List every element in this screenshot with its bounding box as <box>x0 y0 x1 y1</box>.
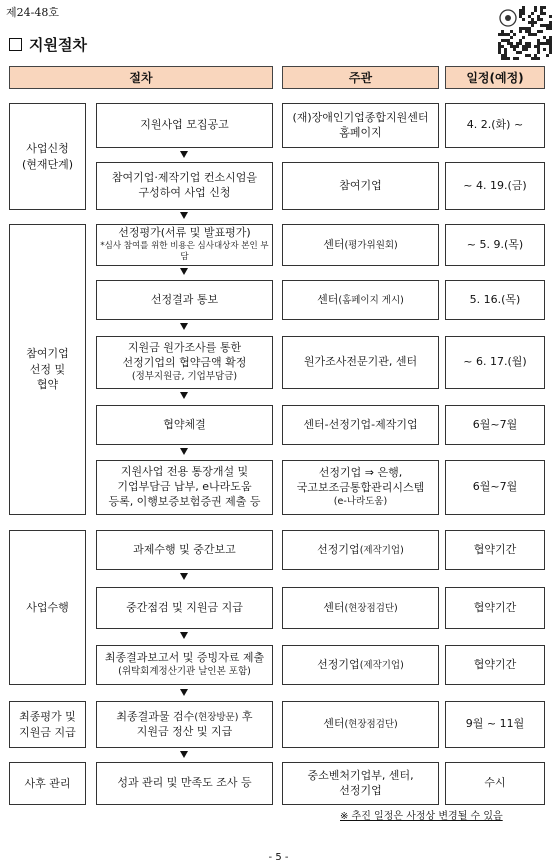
row-1-organizer: 참여기업 <box>282 162 439 210</box>
row-11-organizer: 중소벤처기업부, 센터, 선정기업 <box>282 762 439 805</box>
row-4-schedule: ~ 6. 17.(월) <box>445 336 545 389</box>
down-arrow-icon <box>180 323 188 330</box>
row-11-schedule: 수시 <box>445 762 545 805</box>
stage-application: 사업신청 (현재단계) <box>9 103 86 210</box>
section-title-text: 지원절차 <box>29 36 87 54</box>
header-procedure: 절차 <box>9 66 273 89</box>
row-3-organizer: 센터(홈페이지 게시) <box>282 280 439 320</box>
down-arrow-icon <box>180 212 188 219</box>
row-9-schedule: 협약기간 <box>445 645 545 685</box>
down-arrow-icon <box>180 392 188 399</box>
row-10-procedure: 최종결과물 검수(현장방문) 후 지원금 정산 및 지급 <box>96 701 273 748</box>
section-title <box>9 34 87 55</box>
document-number: 제24-48호 <box>6 6 59 19</box>
row-0-procedure: 지원사업 모집공고 <box>96 103 273 148</box>
row-0-schedule: 4. 2.(화) ~ <box>445 103 545 148</box>
row-5-organizer: 센터-선정기업-제작기업 <box>282 405 439 445</box>
row-10-organizer: 센터(현장점검단) <box>282 701 439 748</box>
row-7-organizer: 선정기업(제작기업) <box>282 530 439 570</box>
row-6-organizer: 선정기업 ⇒ 은행, 국고보조금통합관리시스템 (e-나라도움) <box>282 460 439 515</box>
stage-post: 사후 관리 <box>9 762 86 805</box>
down-arrow-icon <box>180 448 188 455</box>
header-organizer: 주관 <box>282 66 439 89</box>
row-0-organizer: (재)장애인기업종합지원센터 홈페이지 <box>282 103 439 148</box>
row-1-procedure: 참여기업·제작기업 컨소시엄을 구성하여 사업 신청 <box>96 162 273 210</box>
row-8-organizer: 센터(현장점검단) <box>282 587 439 629</box>
row-7-schedule: 협약기간 <box>445 530 545 570</box>
row-9-organizer: 선정기업(제작기업) <box>282 645 439 685</box>
schedule-note: ※ 추진 일정은 사정상 변경될 수 있음 <box>340 811 503 822</box>
row-6-schedule: 6월~7월 <box>445 460 545 515</box>
down-arrow-icon <box>180 573 188 580</box>
row-8-procedure: 중간점검 및 지원금 지급 <box>96 587 273 629</box>
checkbox-icon <box>9 38 22 51</box>
down-arrow-icon <box>180 689 188 696</box>
row-7-procedure: 과제수행 및 중간보고 <box>96 530 273 570</box>
page-number: - 5 - <box>268 852 289 863</box>
row-8-schedule: 협약기간 <box>445 587 545 629</box>
down-arrow-icon <box>180 151 188 158</box>
row-3-procedure: 선정결과 통보 <box>96 280 273 320</box>
row-2-organizer: 센터(평가위원회) <box>282 224 439 266</box>
row-2-procedure: 선정평가(서류 및 발표평가) *심사 참여를 위한 비용은 심사대상자 본인 부담 <box>96 224 273 266</box>
row-1-schedule: ~ 4. 19.(금) <box>445 162 545 210</box>
row-9-procedure: 최종결과보고서 및 증빙자료 제출 (위탁회계정산기관 날인본 포함) <box>96 645 273 685</box>
stage-participation: 참여기업 선정 및 협약 <box>9 224 86 515</box>
stage-final: 최종평가 및 지원금 지급 <box>9 701 86 748</box>
row-11-procedure: 성과 관리 및 만족도 조사 등 <box>96 762 273 805</box>
row-4-organizer: 원가조사전문기관, 센터 <box>282 336 439 389</box>
header-schedule: 일정(예정) <box>445 66 545 89</box>
row-4-procedure: 지원금 원가조사를 통한 선정기업의 협약금액 확정 (정부지원금, 기업부담금) <box>96 336 273 389</box>
down-arrow-icon <box>180 751 188 758</box>
qr-code-icon <box>498 6 552 60</box>
row-3-schedule: 5. 16.(목) <box>445 280 545 320</box>
row-2-schedule: ~ 5. 9.(목) <box>445 224 545 266</box>
down-arrow-icon <box>180 268 188 275</box>
down-arrow-icon <box>180 632 188 639</box>
row-5-procedure: 협약체결 <box>96 405 273 445</box>
stage-execution: 사업수행 <box>9 530 86 685</box>
row-10-schedule: 9월 ~ 11월 <box>445 701 545 748</box>
row-5-schedule: 6월~7월 <box>445 405 545 445</box>
row-6-procedure: 지원사업 전용 통장개설 및 기업부담금 납부, e나라도움 등록, 이행보증보험증권 제출 등 <box>96 460 273 515</box>
